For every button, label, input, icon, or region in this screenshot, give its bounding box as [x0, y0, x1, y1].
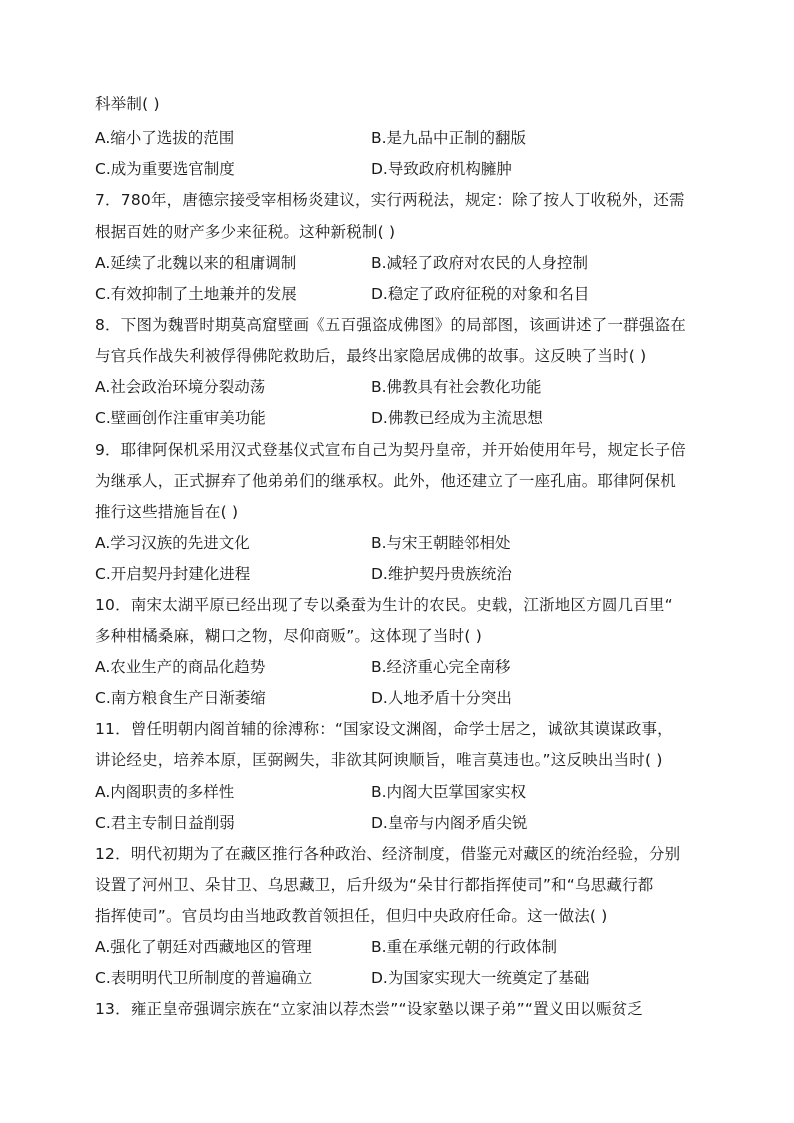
question-8-options-row-1: [95, 377, 715, 397]
question-9-stem-line-1: 9．耶律阿保机采用汉式登基仪式宣布自己为契丹皇帝，并开始使用年号，规定长子倍: [95, 441, 686, 459]
question-7-stem-line-2: 根据百姓的财产多少来征税。这种新税制( ): [95, 223, 396, 241]
option-a: A.缩小了选拔的范围: [95, 129, 235, 147]
question-12-stem-line-2: 设置了河州卫、朵甘卫、乌思藏卫，后升级为“朵甘行都指挥使司”和“乌思藏行都: [95, 876, 654, 894]
question-9-options-row-2: [95, 564, 715, 584]
option-d: D.皇帝与内阁矛盾尖锐: [371, 814, 528, 832]
question-9-stem-line-2: 为继承人，正式摒弃了他弟弟们的继承权。此外，他还建立了一座孔庙。耶律阿保机: [95, 472, 676, 490]
question-6-options-row-1: [95, 128, 715, 148]
option-d: D.稳定了政府征税的对象和名目: [371, 285, 590, 303]
question-6-stem-end: 科举制( ): [95, 95, 160, 113]
question-9-options-row-1: [95, 533, 715, 553]
option-a: A.强化了朝廷对西藏地区的管理: [95, 938, 312, 956]
option-b: B.减轻了政府对农民的人身控制: [371, 254, 589, 272]
option-d: D.佛教已经成为主流思想: [371, 409, 543, 427]
option-c: C.成为重要选官制度: [95, 160, 235, 178]
option-b: B.佛教具有社会教化功能: [371, 378, 542, 396]
option-b: B.内阁大臣掌国家实权: [371, 783, 527, 801]
question-8-stem-line-2: 与官兵作战失利被俘得佛陀救助后，最终出家隐居成佛的故事。这反映了当时( ): [95, 347, 647, 365]
question-7-stem-line-1: 7．780年，唐德宗接受宰相杨炎建议，实行两税法，规定：除了按人丁收税外，还需: [95, 191, 685, 209]
option-b: B.重在承继元朝的行政体制: [371, 938, 558, 956]
option-c: C.壁画创作注重审美功能: [95, 409, 266, 427]
question-12-stem-line-3: 指挥使司”。官员均由当地政教首领担任，但归中央政府任命。这一做法( ): [95, 907, 608, 925]
option-a: A.内阁职责的多样性: [95, 783, 235, 801]
option-a: A.社会政治环境分裂动荡: [95, 378, 266, 396]
option-d: D.为国家实现大一统奠定了基础: [371, 969, 590, 987]
question-12-stem-line-1: 12．明代初期为了在藏区推行各种政治、经济制度，借鉴元对藏区的统治经验，分别: [95, 845, 681, 863]
question-8-options-row-2: [95, 408, 715, 428]
option-c: C.表明明代卫所制度的普遍确立: [95, 969, 313, 987]
option-d: D.人地矛盾十分突出: [371, 689, 512, 707]
question-10-stem-line-1: 10．南宋太湖平原已经出现了专以桑蚕为生计的农民。史载，江浙地区方圆几百里“: [95, 596, 673, 614]
option-b: B.是九品中正制的翻版: [371, 129, 527, 147]
option-c: C.南方粮食生产日渐萎缩: [95, 689, 266, 707]
question-8-stem-line-1: 8．下图为魏晋时期莫高窟壁画《五百强盗成佛图》的局部图，该画讲述了一群强盗在: [95, 316, 686, 334]
option-c: C.开启契丹封建化进程: [95, 565, 251, 583]
option-d: D.维护契丹贵族统治: [371, 565, 512, 583]
option-b: B.经济重心完全南移: [371, 658, 511, 676]
option-a: A.学习汉族的先进文化: [95, 534, 250, 552]
option-a: A.延续了北魏以来的租庸调制: [95, 254, 297, 272]
option-d: D.导致政府机构臃肿: [371, 160, 512, 178]
question-10-stem-line-2: 多种柑橘桑麻，糊口之物，尽仰商贩”。这体现了当时( ): [95, 627, 482, 645]
option-a: A.农业生产的商品化趋势: [95, 658, 266, 676]
option-b: B.与宋王朝睦邻相处: [371, 534, 511, 552]
option-c: C.有效抑制了土地兼并的发展: [95, 285, 297, 303]
question-12-options-row-2: [95, 968, 715, 988]
question-6-options-row-2: [95, 159, 715, 179]
question-13-stem-line-1: 13．雍正皇帝强调宗族在“立家油以荐杰尝”“设家塾以课子弟”“置义田以赈贫乏: [95, 1000, 643, 1018]
question-9-stem-line-3: 推行这些措施旨在( ): [95, 503, 239, 521]
question-11-options-row-1: [95, 782, 715, 802]
question-10-options-row-1: [95, 657, 715, 677]
question-11-stem-line-2: 讲论经史，培养本原，匡弼阙失，非欲其阿谀顺旨，唯言莫违也。”这反映出当时( ): [95, 751, 663, 769]
question-7-options-row-1: [95, 253, 715, 273]
question-12-options-row-1: [95, 937, 715, 957]
question-11-options-row-2: [95, 813, 715, 833]
question-7-options-row-2: [95, 284, 715, 304]
option-c: C.君主专制日益削弱: [95, 814, 235, 832]
question-10-options-row-2: [95, 688, 715, 708]
question-11-stem-line-1: 11．曾任明朝内阁首辅的徐溥称：“国家设文渊阁，命学士居之，诚欲其谟谋政事，: [95, 720, 673, 738]
